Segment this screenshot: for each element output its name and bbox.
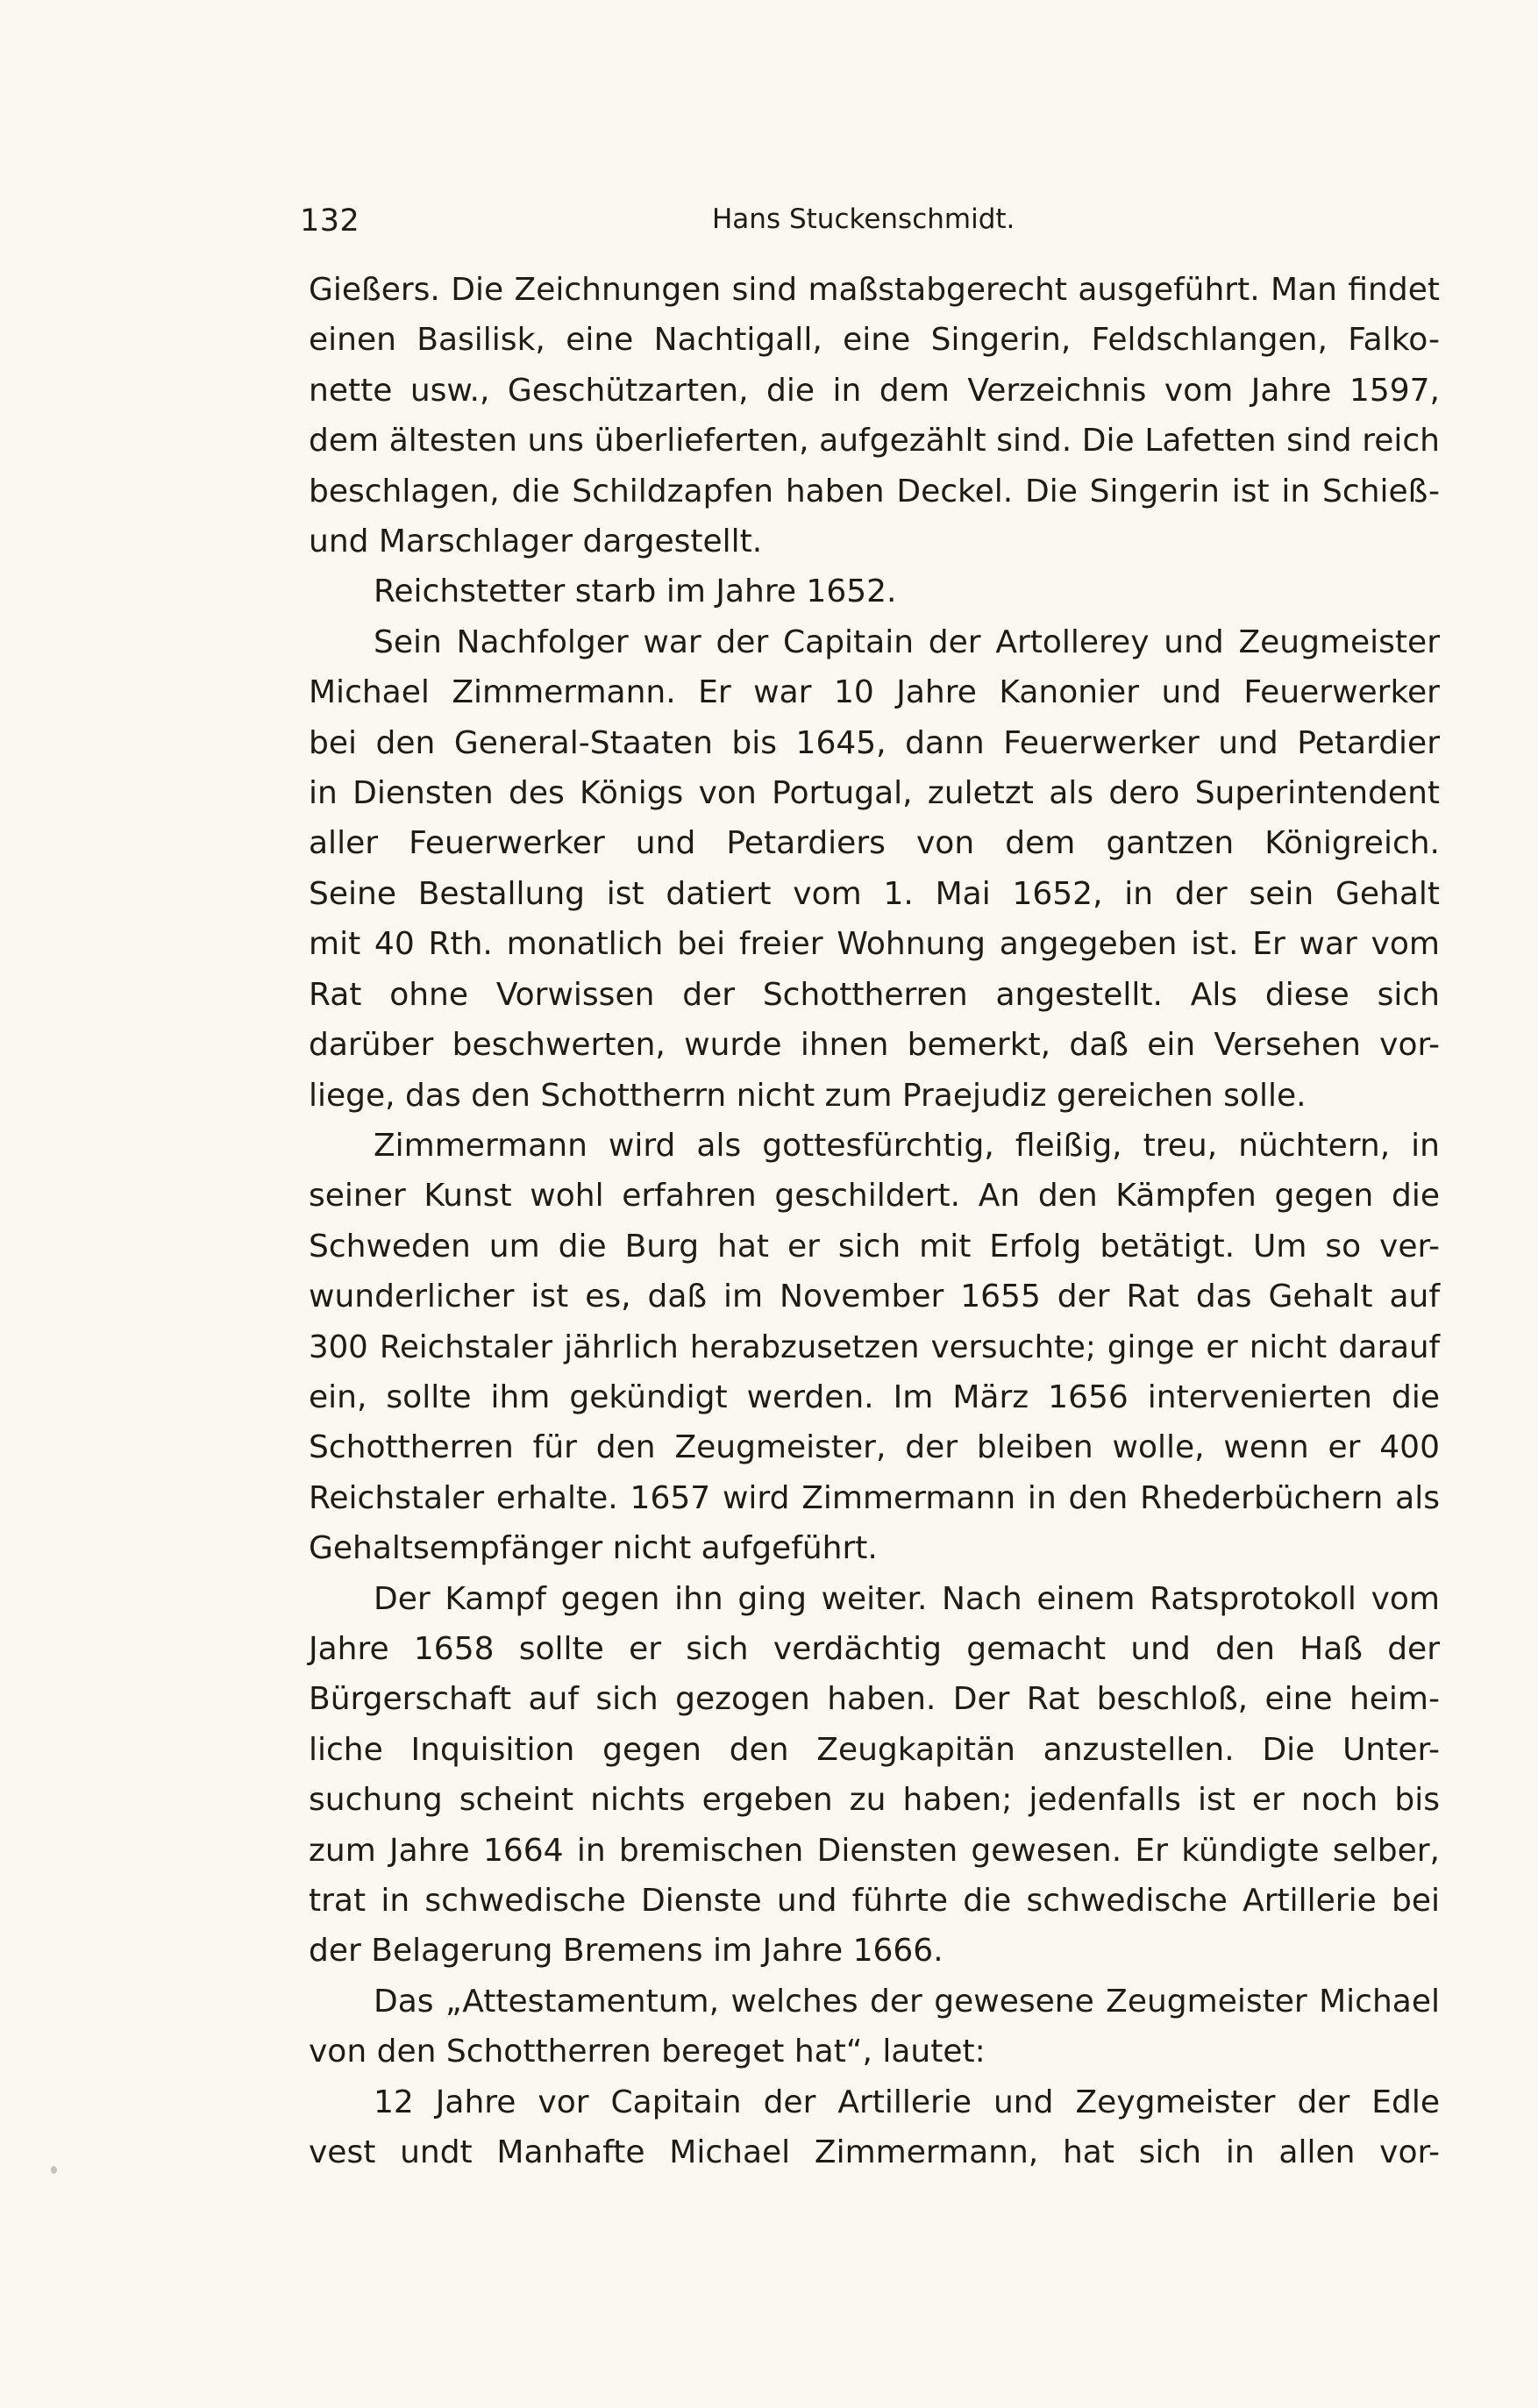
text-line: Gehaltsempfänger nicht aufgeführt. — [309, 1530, 878, 1567]
text-line: Jahre 1658 sollte er sich verdächtig gemacht und den Haß der — [309, 1630, 1440, 1667]
text-line: liche Inquisition gegen den Zeugkapitän anzustellen. Die Unter- — [309, 1731, 1440, 1768]
text-line: Zimmermann wird als gottesfürchtig, fleißig, treu, nüchtern, in — [374, 1127, 1440, 1164]
text-line: aller Feuerwerker und Petardiers von dem gantzen Königreich. — [309, 825, 1440, 862]
text-line: liege, das den Schottherrn nicht zum Praejudiz gereichen solle. — [309, 1077, 1307, 1114]
text-line: Gießers. Die Zeichnungen sind maßstabgerecht ausgeführt. Man findet — [309, 272, 1440, 308]
text-line: vest undt Manhafte Michael Zimmermann, hat sich in allen vor- — [309, 2134, 1440, 2171]
page-header — [300, 203, 1440, 247]
text-line: 300 Reichstaler jährlich herabzusetzen versuchte; ginge er nicht darauf — [309, 1329, 1440, 1365]
text-line: Sein Nachfolger war der Capitain der Artollerey und Zeugmeister — [374, 623, 1440, 660]
text-line: der Belagerung Bremens im Jahre 1666. — [309, 1933, 943, 1970]
text-line: suchung scheint nichts ergeben zu haben; jedenfalls ist er noch bis — [309, 1782, 1440, 1819]
text-line: Reichstaler erhalte. 1657 wird Zimmermann in den Rhederbüchern als — [309, 1479, 1440, 1516]
text-line: in Diensten des Königs von Portugal, zuletzt als dero Superintendent — [309, 775, 1440, 812]
body-text — [309, 265, 1440, 2177]
text-line: Das „Attestamentum, welches der gewesene Zeugmeister Michael — [374, 1983, 1440, 2020]
text-line: beschlagen, die Schildzapfen haben Deckel. Die Singerin ist in Schieß- — [309, 473, 1440, 509]
text-line: Der Kampf gegen ihn ging weiter. Nach einem Ratsprotokoll vom — [374, 1580, 1440, 1617]
text-line: von den Schottherren bereget hat“, lautet: — [309, 2034, 986, 2070]
text-line: einen Basilisk, eine Nachtigall, eine Singerin, Feldschlangen, Falko- — [309, 322, 1440, 359]
text-line: nette usw., Geschützarten, die in dem Verzeichnis vom Jahre 1597, — [309, 372, 1440, 409]
text-line: Bürgerschaft auf sich gezogen haben. Der Rat beschloß, eine heim- — [309, 1681, 1440, 1718]
text-line: Schweden um die Burg hat er sich mit Erfolg betätigt. Um so ver- — [309, 1228, 1440, 1265]
paper-speck — [51, 2166, 57, 2174]
page-number: 132 — [300, 203, 360, 239]
text-line: ein, sollte ihm gekündigt werden. Im März 1656 intervenierten die — [309, 1379, 1440, 1415]
text-line: Schottherren für den Zeugmeister, der bleiben wolle, wenn er 400 — [309, 1429, 1440, 1466]
text-line: Michael Zimmermann. Er war 10 Jahre Kanonier und Feuerwerker — [309, 674, 1440, 711]
text-line: darüber beschwerten, wurde ihnen bemerkt, daß ein Versehen vor- — [309, 1027, 1440, 1064]
text-line: trat in schwedische Dienste und führte die schwedische Artillerie bei — [309, 1883, 1440, 1919]
running-head: Hans Stuckenschmidt. — [712, 203, 1015, 235]
text-line: zum Jahre 1664 in bremischen Diensten gewesen. Er kündigte selber, — [309, 1832, 1440, 1869]
text-line: Seine Bestallung ist datiert vom 1. Mai 1652, in der sein Gehalt — [309, 875, 1440, 912]
text-line: Reichstetter starb im Jahre 1652. — [374, 574, 897, 610]
text-line: bei den General-Staaten bis 1645, dann Feuerwerker und Petardier — [309, 724, 1440, 761]
text-line: Rat ohne Vorwissen der Schottherren angestellt. Als diese sich — [309, 976, 1440, 1013]
text-line: dem ältesten uns überlieferten, aufgezählt sind. Die Lafetten sind reich — [309, 423, 1440, 460]
text-line: 12 Jahre vor Capitain der Artillerie und Zeygmeister der Edle — [374, 2084, 1440, 2120]
text-line: wunderlicher ist es, daß im November 1655 der Rat das Gehalt auf — [309, 1279, 1440, 1315]
text-line: seiner Kunst wohl erfahren geschildert. An den Kämpfen gegen die — [309, 1178, 1440, 1215]
text-line: mit 40 Rth. monatlich bei freier Wohnung angegeben ist. Er war vom — [309, 926, 1440, 963]
text-line: und Marschlager dargestellt. — [309, 524, 763, 560]
